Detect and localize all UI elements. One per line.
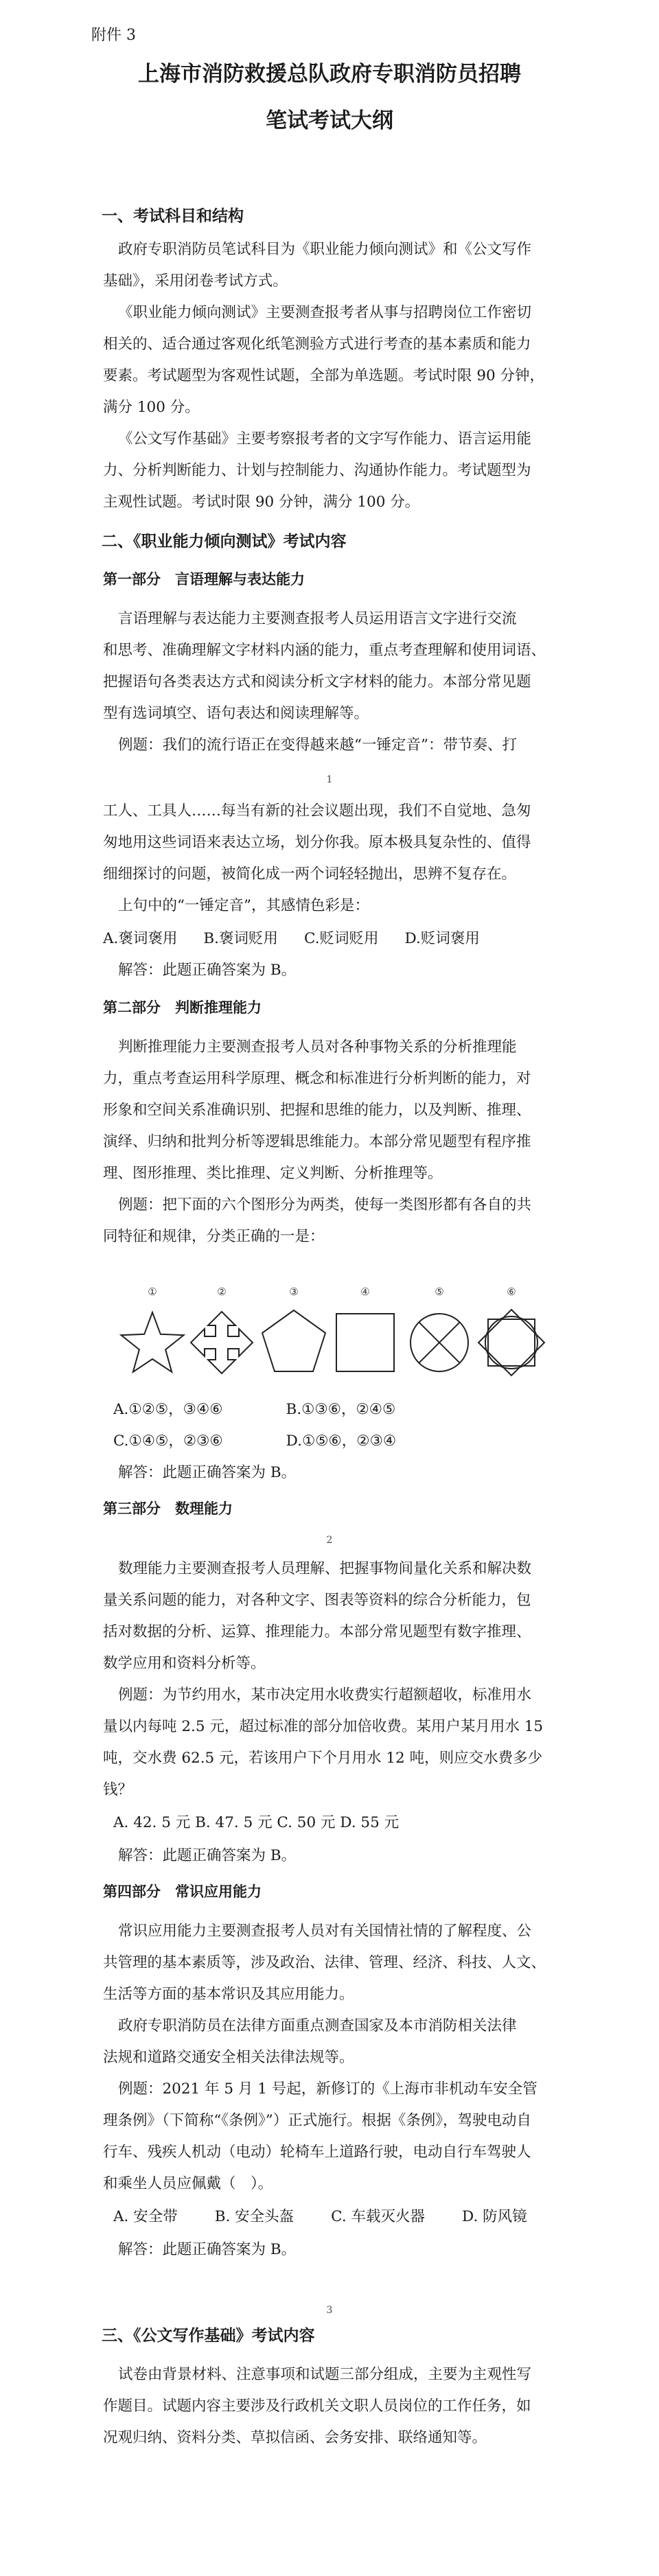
figure-label-3: ③ [289, 1286, 299, 1298]
part-4-heading: 第四部分 常识应用能力 [103, 1883, 262, 1900]
document-title-line-1: 上海市消防救援总队政府专职消防员招聘 [138, 62, 521, 86]
part-2-heading: 第二部分 判断推理能力 [103, 999, 262, 1016]
option-c: C. 车载灭火器 [331, 2208, 426, 2225]
six-figures-diagram [110, 1280, 563, 1386]
section-2-heading: 二、《职业能力倾向测试》考试内容 [102, 532, 347, 550]
figure-label-6: ⑥ [507, 1286, 516, 1298]
example-line: 例题：为节约用水，某市决定用水收费实行超额超收，标准用水 [118, 1686, 532, 1704]
figure-label-1: ① [148, 1286, 157, 1298]
answer-line: 解答：此题正确答案为 B。 [118, 2241, 297, 2258]
paragraph-line: 和思考、准确理解文字材料内涵的能力，重点考查理解和使用词语、 [103, 642, 546, 659]
paragraph-line: 况观归纳、资料分类、草拟信函、会务安排、联络通知等。 [103, 2429, 487, 2446]
example-line: 例题：2021 年 5 月 1 号起，新修订的《上海市非机动车安全管 [118, 2080, 537, 2098]
paragraph-line: 判断推理能力主要测查报考人员对各种事物关系的分析推理能 [118, 1038, 517, 1056]
paragraph-line: 演绎、归纳和批判分析等逻辑思维能力。本部分常见题型有程序推 [103, 1133, 531, 1150]
example-line: 例题：我们的流行语正在变得越来越“一锤定音”：带节奏、打 [118, 736, 517, 754]
example-line: 同特征和规律，分类正确的一是： [103, 1228, 325, 1245]
answer-line: 解答：此题正确答案为 B。 [118, 1464, 297, 1481]
paragraph-line: 法规和道路交通安全相关法律法规等。 [103, 2049, 354, 2066]
paragraph-line: 理、图形推理、类比推理、定义判断、分析推理等。 [103, 1165, 443, 1182]
option-a: A.①②⑤，③④⑥ [113, 1401, 223, 1418]
answer-options [113, 2205, 527, 2226]
paragraph-line: 要素。考试题型为客观性试题，全部为单选题。考试时限 90 分钟， [103, 367, 545, 384]
example-line: 工人、工具人……每当有新的社会议题出现，我们不自觉地、急匆 [103, 802, 531, 820]
example-line: 和乘坐人员应佩戴（ ）。 [103, 2175, 273, 2192]
option-b: B. 安全头盔 [214, 2208, 294, 2225]
part-3-heading: 第三部分 数理能力 [103, 1500, 233, 1517]
example-line: 细细探讨的问题，被简化成一两个词轻轻抛出，思辨不复存在。 [103, 866, 517, 883]
example-line: 行车、残疾人机动（电动）轮椅车上道路行驶，电动自行车驾驶人 [103, 2144, 531, 2161]
option-d: D.贬词褒用 [404, 930, 480, 947]
pentagon-figure [262, 1310, 325, 1371]
paragraph-line: 言语理解与表达能力主要测查报考人员运用语言文字进行交流 [118, 610, 517, 627]
option-d: D.①⑤⑥，②③④ [286, 1432, 397, 1450]
option-d: D. 防风镜 [462, 2208, 527, 2225]
example-line: 吨，交水费 62.5 元，若该用户下个月用水 12 吨，则应交水费多少 [103, 1750, 543, 1767]
arrow-cross-figure [191, 1312, 253, 1373]
paragraph-line: 把握语句各类表达方式和阅读分析文字材料的能力。本部分常见题 [103, 673, 531, 691]
paragraph-line: 政府专职消防员在法律方面重点测查国家及本市消防相关法律 [118, 2017, 517, 2034]
paragraph-line: 量关系问题的能力，对各种文字、图表等资料的综合分析能力，包 [103, 1592, 531, 1609]
paragraph-line: 数理能力主要测查报考人员理解、把握事物间量化关系和解决数 [118, 1560, 532, 1577]
example-line: 理条例》（下简称“《条例》”）正式施行。根据《条例》，驾驶电动自 [103, 2112, 531, 2129]
paragraph-line: 主观性试题。考试时限 90 分钟，满分 100 分。 [103, 494, 420, 511]
paragraph-line: 生活等方面的基本常识及其应用能力。 [103, 1986, 354, 2003]
paragraph-line: 满分 100 分。 [103, 399, 200, 416]
example-line: 量以内每吨 2.5 元，超过标准的部分加倍收费。某用户某月用水 15 [103, 1718, 544, 1735]
paragraph-line: 《职业能力倾向测试》主要测查报考者从事与招聘岗位工作密切 [118, 304, 532, 321]
page-number: 3 [326, 2305, 333, 2316]
answer-options [103, 927, 480, 948]
paragraph-line: 相关的、适合通过客观化纸笔测验方式进行考查的基本素质和能力 [103, 336, 531, 353]
question-line: 上句中的“一锤定音”，其感情色彩是： [118, 897, 369, 914]
section-3-heading: 三、《公文写作基础》考试内容 [102, 2326, 315, 2345]
circle-octagram-figure [478, 1310, 544, 1376]
option-b: B.褒词贬用 [203, 930, 279, 947]
answer-line: 解答：此题正确答案为 B。 [118, 962, 297, 979]
figure-label-4: ④ [360, 1286, 370, 1298]
page-number: 2 [326, 1535, 333, 1546]
example-line: 例题：把下面的六个图形分为两类，使每一类图形都有各自的共 [118, 1196, 532, 1214]
answer-line: 解答：此题正确答案为 B。 [118, 1847, 297, 1864]
paragraph-line: 试卷由背景材料、注意事项和试题三部分组成，主要为主观性写 [118, 2366, 532, 2383]
paragraph-line: 括对数据的分析、运算、推理能力。本部分常见题型有数字推理、 [103, 1623, 531, 1640]
answer-options-row-1 [113, 1397, 395, 1419]
figure-label-5: ⑤ [435, 1286, 444, 1298]
option-c: C.贬词贬用 [304, 930, 379, 947]
paragraph-line: 形象和空间关系准确识别、把握和思维的能力，以及判断、推理、 [103, 1102, 531, 1119]
paragraph-line: 共管理的基本素质等，涉及政治、法律、管理、经济、科技、人文、 [103, 1954, 546, 1971]
example-line: 匆地用这些词语来表达立场，划分你我。原本极具复杂性的、值得 [103, 834, 531, 851]
paragraph-line: 数学应用和资料分析等。 [103, 1655, 266, 1672]
paragraph-line: 型有选词填空、语句表达和阅读理解等。 [103, 705, 369, 722]
paragraph-line: 基础》，采用闭卷考试方式。 [103, 272, 288, 290]
document-title-line-2: 笔试考试大纲 [266, 108, 393, 133]
section-1-heading: 一、考试科目和结构 [102, 207, 244, 225]
paragraph-line: 作题目。试题内容主要涉及行政机关文职人员岗位的工作任务，如 [103, 2398, 531, 2415]
answer-options-row-2 [113, 1429, 396, 1450]
option-a: A.褒词褒用 [103, 930, 178, 947]
square-figure [336, 1314, 394, 1371]
option-c: C.①④⑤，②③⑥ [113, 1432, 223, 1450]
answer-options: A. 42. 5 元 B. 47. 5 元 C. 50 元 D. 55 元 [113, 1814, 400, 1831]
paragraph-line: 政府专职消防员笔试科目为《职业能力倾向测试》和《公文写作 [118, 241, 532, 258]
option-b: B.①③⑥，②④⑤ [286, 1401, 396, 1418]
attachment-label: 附件 3 [91, 27, 136, 44]
circle-x-figure [411, 1314, 468, 1371]
star-figure [121, 1312, 183, 1372]
page-number: 1 [326, 774, 333, 785]
paragraph-line: 力、分析判断能力、计划与控制能力、沟通协作能力。考试题型为 [103, 462, 531, 479]
part-1-heading: 第一部分 言语理解与表达能力 [103, 570, 305, 588]
option-a: A. 安全带 [113, 2208, 178, 2225]
paragraph-line: 《公文写作基础》主要考察报考者的文字写作能力、语言运用能 [118, 430, 532, 448]
example-line: 钱？ [103, 1781, 133, 1798]
figure-label-2: ② [217, 1286, 227, 1298]
paragraph-line: 力，重点考查运用科学原理、概念和标准进行分析判断的能力，对 [103, 1070, 531, 1087]
paragraph-line: 常识应用能力主要测查报考人员对有关国情社情的了解程度、公 [118, 1923, 532, 1940]
